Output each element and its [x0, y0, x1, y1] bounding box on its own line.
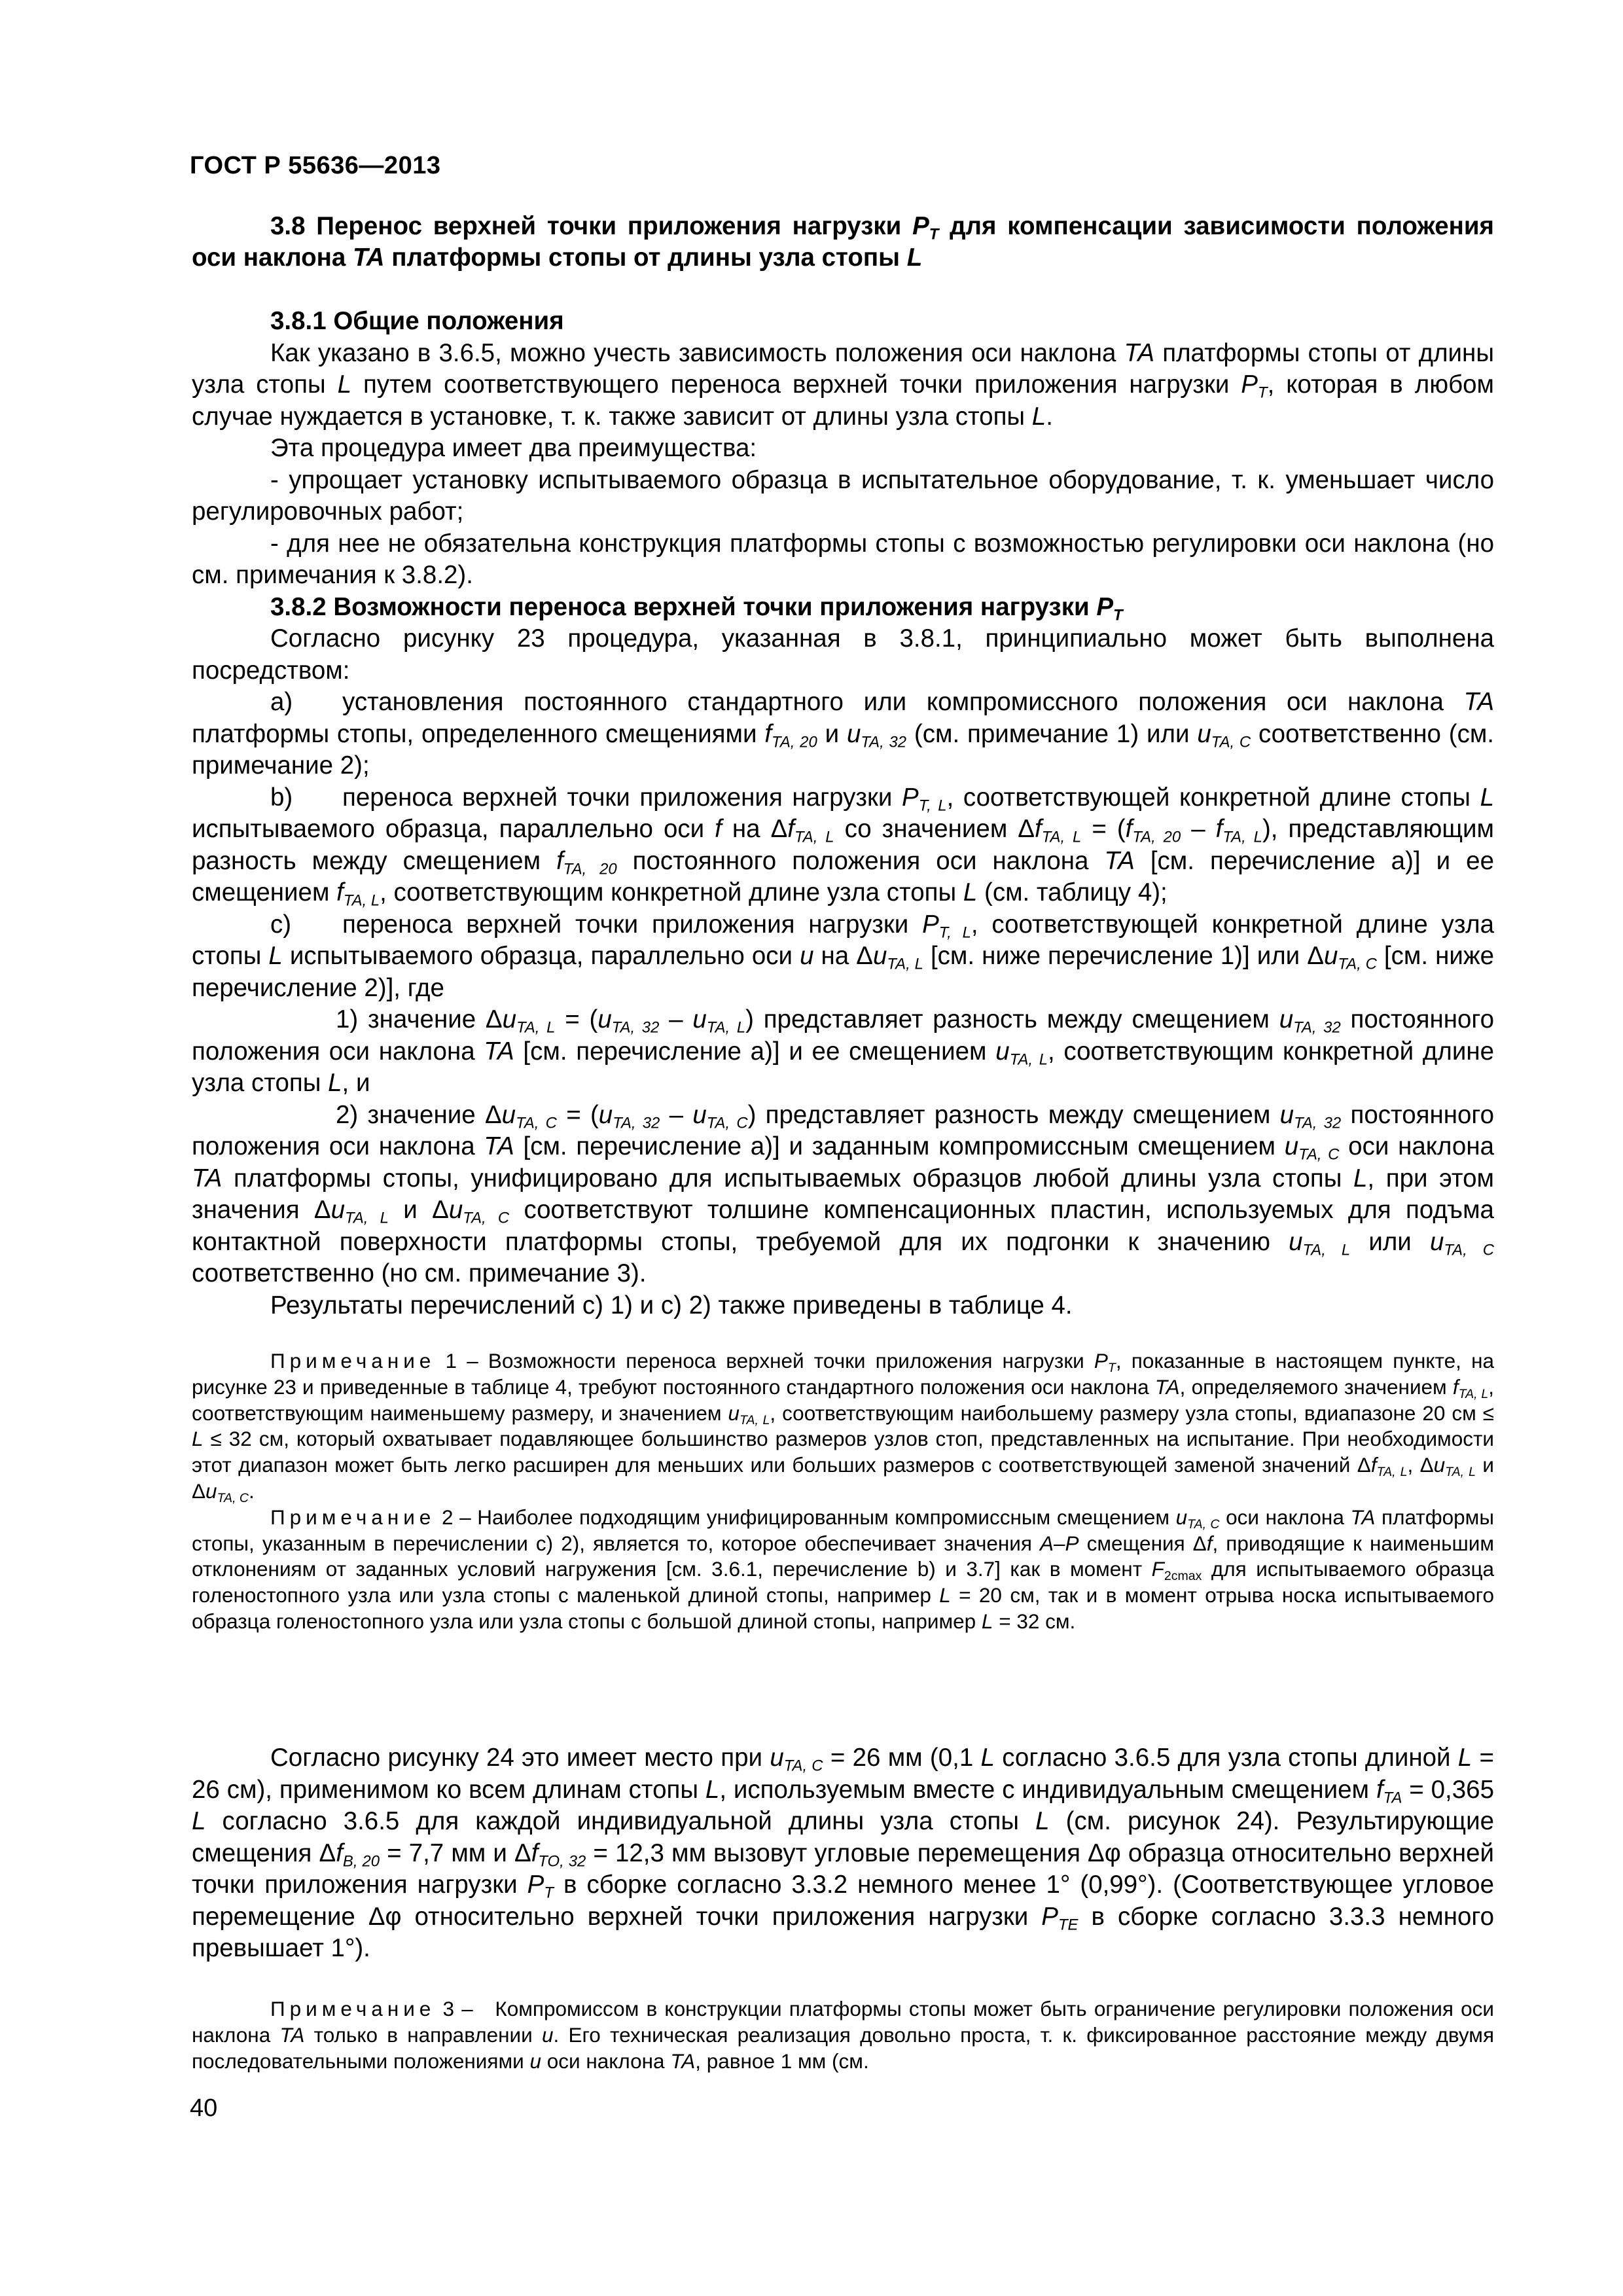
list-item-c1: 1) значение $\Delta u_{TA, L} = (u_{TA, 32} - u_{TA, L})$ представляет разность между смещением $u_{TA, 32}$ постоянного положения оси наклона TA [см. перечисление а)] и ее смещением $u_{TA, L}$, соответствующим конкретной длине узла стопы L, и	[192, 1005, 1495, 1097]
paragraph: Как указано в 3.6.5, можно учесть зависимость положения оси наклона TA платформы стопы от длины узла стопы L путем соответствующего переноса верхней точки приложения нагрузки $P_T$, которая в любом случае нуждается в установке, т. к. также зависит от длины узла стопы L.	[192, 338, 1494, 431]
list-item-a: а) установления постоянного стандартного или компромиссного положения оси наклона TA платформы стопы, определенного смещениями $f_{TA, 20}$ и $u_{TA, 32}$ (см. примечание 1) или $u_{TA, C}$ соответственно (см. примечание 2);	[192, 688, 1495, 780]
note-label: Примечание	[270, 1505, 436, 1529]
section-3-8-2-title: 3.8.2 Возможности переноса верхней точки приложения нагрузки $P_T$	[270, 592, 1123, 624]
paragraph: Результаты перечислений с) 1) и с) 2) также приведены в таблице 4.	[270, 1291, 1073, 1319]
section-3-8-1	[192, 306, 1494, 1321]
note-1: Примечание 1 – Возможности переноса верхней точки приложения нагрузки $P_T$, показанные в настоящем пункте, на рисунке 23 и приведенные в таблице 4, требуют постоянного стандартного положения оси наклона TA, определяемого значением $f_{TA, L}$, соответствующим наименьшему размеру, и значением $u_{TA, L}$, соответствующим наибольшему размеру узла стопы, вдиапазоне 20 см ≤ L ≤ 32 см, который охватывает подавляющее большинство размеров узлов стоп, представленных на испытание. При необходимости этот диапазон может быть легко расширен для меньших или больших размеров с соответствующей заменой значений $\Delta f_{TA, L}$, $\Delta u_{TA, L}$ и $\Delta u_{TA, C}$.	[192, 1349, 1495, 1506]
note-number: 3 –	[442, 1997, 473, 2020]
paragraph: Согласно рисунку 23 процедура, указанная в 3.8.1, принципиально может быть выполнена посредством:	[192, 624, 1494, 685]
list-item: - для нее не обязательна конструкция платформы стопы с возможностью регулировки оси наклона (но см. примечания к 3.8.2).	[192, 529, 1494, 589]
list-item-c2: 2) значение $\Delta u_{TA, C} = (u_{TA, 32} - u_{TA, C})$ представляет разность между смещением $u_{TA, 32}$ постоянного положения оси наклона TA [см. перечисление а)] и заданным компромиссным смещением $u_{TA, C}$ оси наклона TA платформы стопы, унифицировано для испытываемых образцов любой длины узла стопы L, при этом значения $\Delta u_{TA, L}$ и $\Delta u_{TA, C}$ соответствуют толшине компенсационных пластин, используемых для подъма контактной поверхности платформы стопы, требуемой для их подгонки к значению $u_{TA, L}$ или $u_{TA, C}$ соответственно (но см. примечание 3).	[192, 1100, 1494, 1287]
list-item: - упрощает установку испытываемого образца в испытательное оборудование, т. к. уменьшает число регулировочных работ;	[192, 465, 1494, 526]
note-2: Примечание 2 – Наиболее подходящим унифицированным компромиссным смещением $u_{TA, C}$ оси наклона TA платформы стопы, указанным в перечислении с) 2), является то, которое обеспечивает значения A–P смещения Δf, приводящие к наименьшим отклонениям от заданных условий нагружения [см. 3.6.1, перечисление b) и 3.7] как в момент $F_{2cmax}$ для испытываемого образца голеностопного узла или узла стопы с маленькой длиной стопы, например L = 20 см, так и в момент отрыва носка испытываемого образца голеностопного узла или узла стопы с большой длиной стопы, например L = 32 см.	[192, 1505, 1495, 1633]
standard-header: ГОСТ Р 55636—2013	[190, 152, 441, 179]
notes-1-2	[192, 1348, 1494, 1635]
section-3-8-1-title: 3.8.1 Общие положения	[270, 307, 564, 335]
note-label: Примечание	[270, 1349, 436, 1372]
paragraph: Эта процедура имеет два преимущества:	[270, 434, 757, 462]
note-label: Примечание	[270, 1997, 436, 2020]
note-3: Примечание 3 – Компромиссом в конструкции платформы стопы может быть ограничение регулировки положения оси наклона TA только в направлении u. Его техническая реализация довольно проста, т. к. фиксированное расстояние между двумя последовательными положениями u оси наклона TA, равное 1 мм (см.	[192, 1997, 1495, 2073]
note-number: 2 –	[441, 1505, 471, 1529]
note-number: 1 –	[445, 1349, 478, 1372]
section-3-8-title: 3.8 Перенос верхней точки приложения нагрузки $P_T$ для компенсации зависимости положения оси наклона TA платформы стопы от длины узла стопы L	[192, 212, 1494, 272]
list-item-c: с) переноса верхней точки приложения нагрузки $P_{T, L}$, соответствующей конкретной длине узла стопы L испытываемого образца, параллельно оси u на $\Delta u_{TA, L}$ [см. ниже перечисление 1)] или $\Delta u_{TA, C}$ [см. ниже перечисление 2)], где	[192, 910, 1494, 1002]
page-number: 40	[190, 2094, 218, 2122]
figure-24-paragraph: Согласно рисунку 24 это имеет место при $u_{TA, C} = 26$ мм (0,1 L согласно 3.6.5 для узла стопы длиной L = 26 см), применимом ко всем длинам стопы L, используемым вместе с индивидуальным смещением $f_{TA} = 0,365$ L согласно 3.6.5 для каждой индивидуальной длины узла стопы L (см. рисунок 24). Результирующие смещения $\Delta f_{B, 20} = 7,7$ мм и $\Delta f_{TO, 32} = 12,3$ мм вызовут угловые перемещения Δφ образца относительно верхней точки приложения нагрузки $P_T$ в сборке согласно 3.3.2 немного менее 1° (0,99°). (Соответствующее угловое перемещение Δφ относительно верхней точки приложения нагрузки $P_{TE}$ в сборке согласно 3.3.3 немного превышает 1°).	[192, 1744, 1494, 1962]
list-item-b: b) переноса верхней точки приложения нагрузки $P_{T, L}$, соответствующей конкретной длине стопы L испытываемого образца, параллельно оси f на $\Delta f_{TA, L}$ со значением $\Delta f_{TA, L} = (f_{TA, 20} - f_{TA, L})$, представляющим разность между смещением $f_{TA, 20}$ постоянного положения оси наклона TA [см. перечисление а)] и ее смещением $f_{TA, L}$, соответствующим конкретной длине узла стопы L (см. таблицу 4);	[192, 783, 1495, 910]
